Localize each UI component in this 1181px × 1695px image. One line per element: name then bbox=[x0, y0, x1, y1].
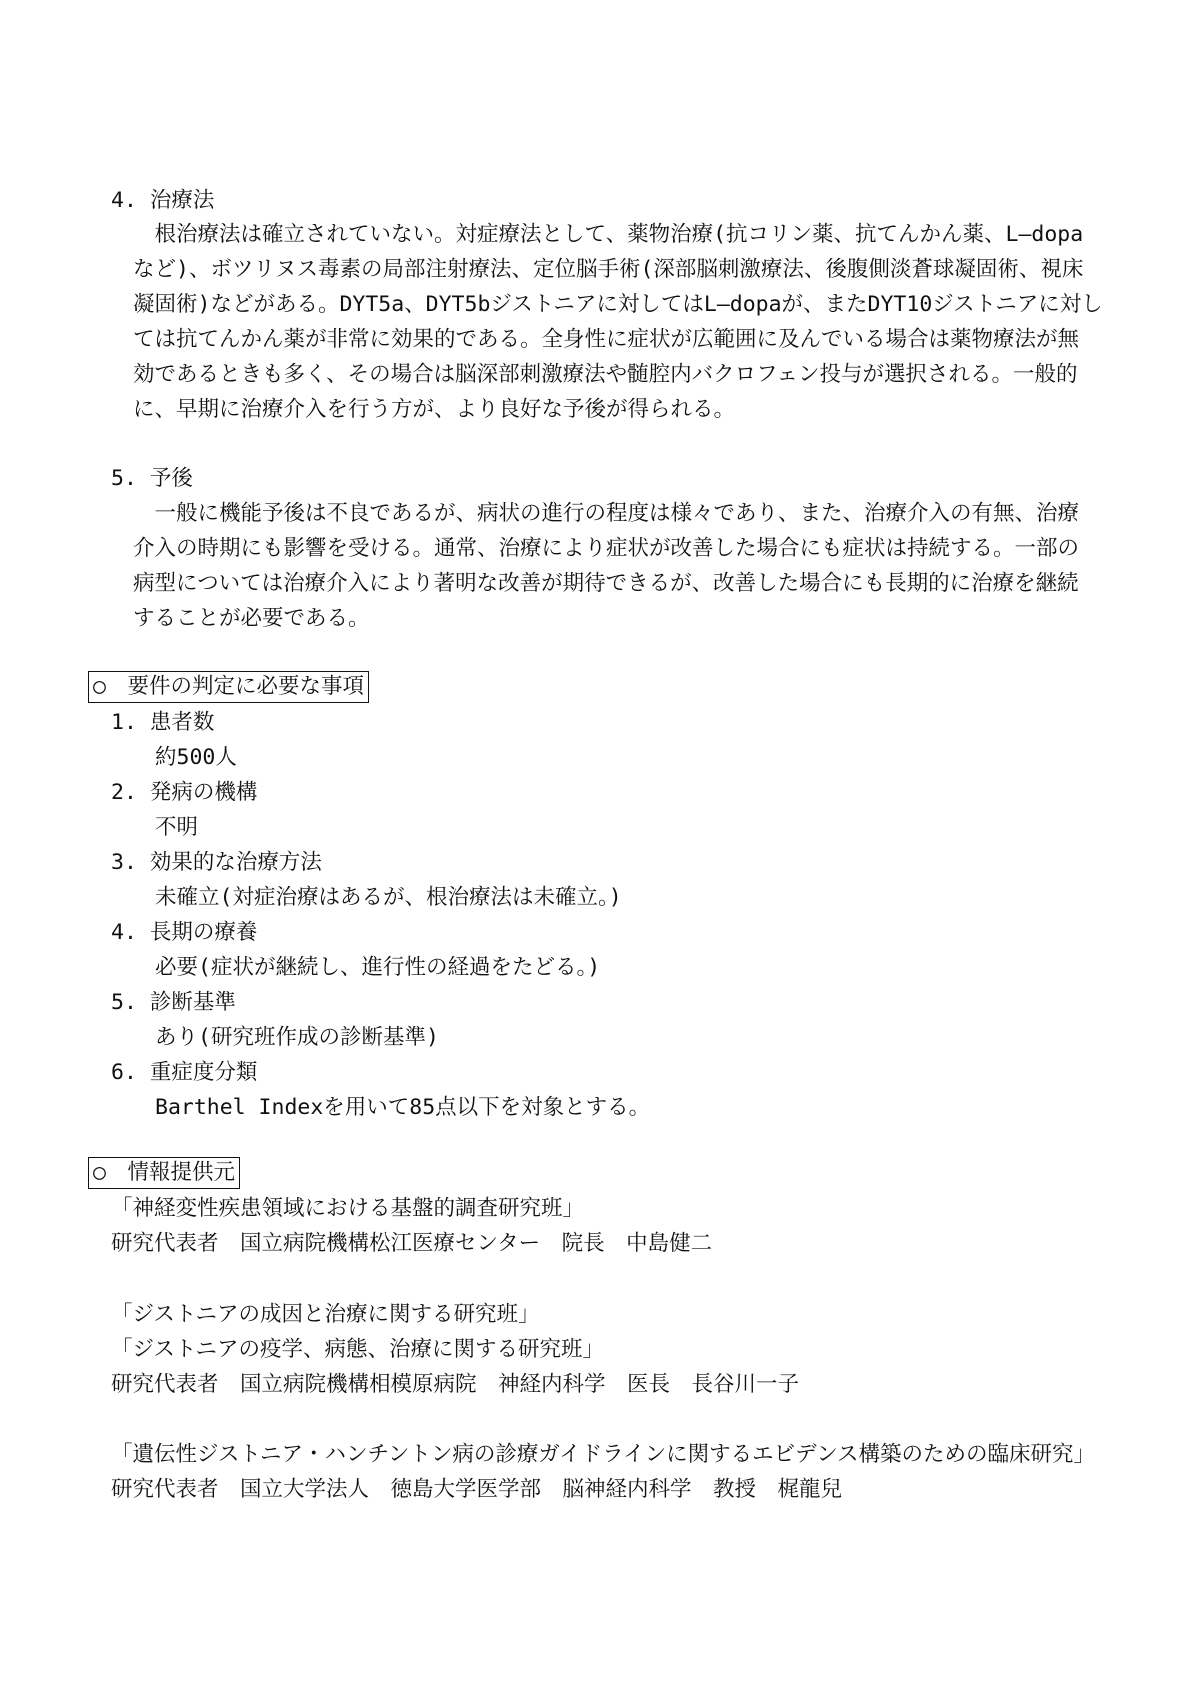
item-value: Barthel Indexを用いて85点以下を対象とする。 bbox=[155, 1095, 651, 1120]
section-heading: 4. 治療法 bbox=[111, 188, 215, 213]
paragraph-line: など)、ボツリヌス毒素の局部注射療法、定位脳手術(深部脳刺激療法、後腹側淡蒼球凝固術、視床 bbox=[133, 257, 1084, 282]
paragraph-line: 介入の時期にも影響を受ける。通常、治療により症状が改善した場合にも症状は持続する。一部の bbox=[133, 536, 1080, 561]
research-group: 「ジストニアの成因と治療に関する研究班」 bbox=[111, 1302, 540, 1327]
item-label: 1. 患者数 bbox=[111, 710, 215, 735]
item-label: 4. 長期の療養 bbox=[111, 920, 258, 945]
paragraph-line: 効であるときも多く、その場合は脳深部刺激療法や髄腔内バクロフェン投与が選択される。一般的 bbox=[133, 362, 1078, 387]
research-group: 「神経変性疾患領域における基盤的調査研究班」 bbox=[111, 1196, 585, 1221]
item-value: 約500人 bbox=[155, 745, 237, 770]
paragraph-line: することが必要である。 bbox=[133, 606, 370, 631]
paragraph-line: 根治療法は確立されていない。対症療法として、薬物治療(抗コリン薬、抗てんかん薬、L—dopa bbox=[133, 222, 1084, 247]
item-label: 6. 重症度分類 bbox=[111, 1060, 258, 1085]
boxed-heading: ○ 要件の判定に必要な事項 bbox=[88, 671, 369, 703]
research-representative: 研究代表者 国立病院機構松江医療センター 院長 中島健二 bbox=[111, 1231, 713, 1256]
paragraph-line: 一般に機能予後は不良であるが、病状の進行の程度は様々であり、また、治療介入の有無、治療 bbox=[133, 501, 1080, 526]
item-value: 不明 bbox=[155, 815, 199, 840]
research-representative: 研究代表者 国立病院機構相模原病院 神経内科学 医長 長谷川一子 bbox=[111, 1372, 800, 1397]
research-group: 「ジストニアの疫学、病態、治療に関する研究班」 bbox=[111, 1337, 604, 1362]
boxed-heading: ○ 情報提供元 bbox=[88, 1157, 240, 1189]
paragraph-line: ては抗てんかん薬が非常に効果的である。全身性に症状が広範囲に及んでいる場合は薬物療法が無 bbox=[133, 327, 1080, 352]
item-label: 3. 効果的な治療方法 bbox=[111, 850, 322, 875]
section-heading: 5. 予後 bbox=[111, 466, 193, 491]
item-label: 2. 発病の機構 bbox=[111, 780, 258, 805]
item-value: あり(研究班作成の診断基準) bbox=[155, 1025, 439, 1050]
paragraph-line: に、早期に治療介入を行う方が、より良好な予後が得られる。 bbox=[133, 397, 736, 422]
research-representative: 研究代表者 国立大学法人 徳島大学医学部 脳神経内科学 教授 梶龍兒 bbox=[111, 1477, 843, 1502]
paragraph-line: 凝固術)などがある。DYT5a、DYT5bジストニアに対してはL—dopaが、またDYT10ジストニアに対し bbox=[133, 292, 1103, 317]
item-value: 未確立(対症治療はあるが、根治療法は未確立。) bbox=[155, 885, 622, 910]
item-value: 必要(症状が継続し、進行性の経過をたどる。) bbox=[155, 955, 601, 980]
paragraph-line: 病型については治療介入により著明な改善が期待できるが、改善した場合にも長期的に治療を継続 bbox=[133, 571, 1079, 596]
item-label: 5. 診断基準 bbox=[111, 990, 236, 1015]
research-group: 「遺伝性ジストニア・ハンチントン病の診療ガイドラインに関するエビデンス構築のための臨床研究」 bbox=[111, 1442, 1096, 1467]
